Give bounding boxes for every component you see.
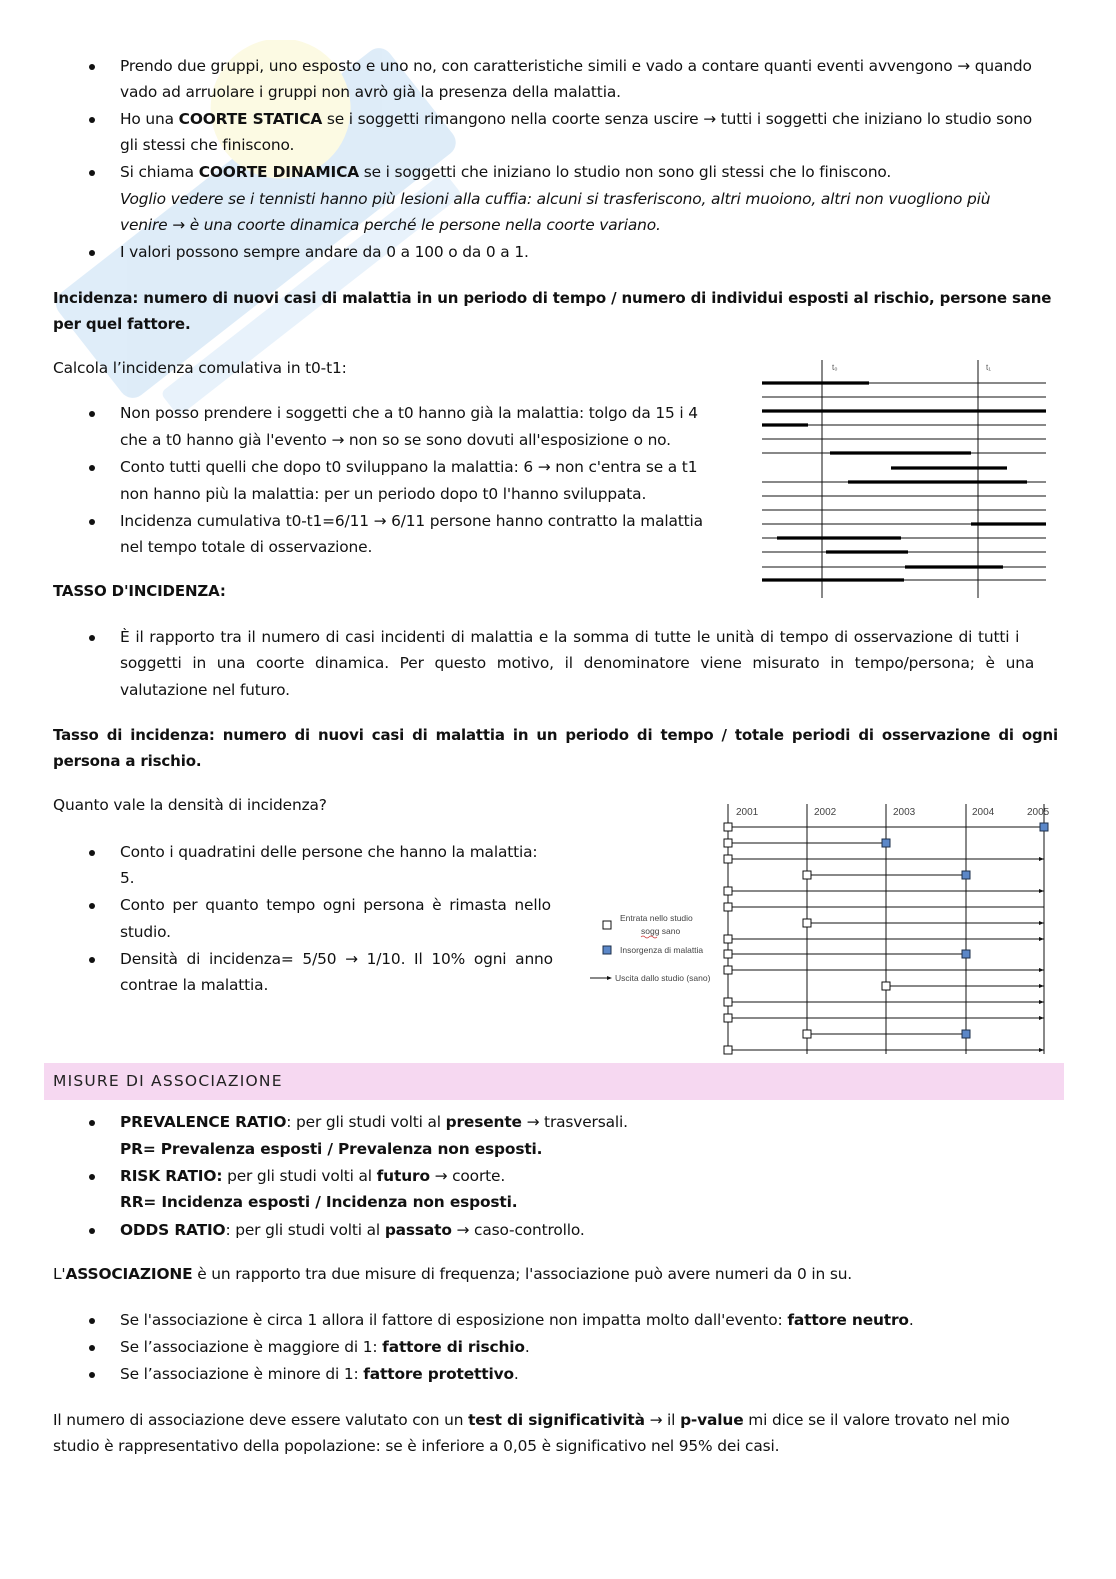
bullet-icon [89,250,95,256]
legend-exit-label: Uscita dallo studio (sano) [615,973,711,983]
densita-bullet-2-line1: Conto per quanto tempo ogni persona è rimasta nello [120,896,551,914]
bullet-icon [89,1228,95,1234]
legend-disease-icon [603,946,611,954]
bullet-icon [89,635,95,641]
coorte-bullet-3-line1: Si chiama COORTE DINAMICA se i soggetti che iniziano lo studio non sono gli stessi che lo finiscono. [120,163,892,181]
tasso-definition-line2: persona a rischio. [53,752,202,770]
densita-bullet-1-line1: Conto i quadratini delle persone che hanno la malattia: [120,843,538,861]
calcola-bullet-3-line1: Incidenza cumulativa t0-t1=6/11 → 6/11 persone hanno contratto la malattia [120,512,703,530]
odds-ratio-line: ODDS RATIO: per gli studi volti al passato → caso-controllo. [120,1221,585,1239]
year-2003-label: 2003 [893,807,916,818]
calcola-bullet-2-line1: Conto tutti quelli che dopo t0 sviluppano la malattia: 6 → non c'entra se a t1 [120,458,698,476]
incidence-timeline-chart [755,355,1055,605]
densita-bullet-1-line2: 5. [120,869,135,887]
calcola-intro: Calcola l’incidenza comulativa in t0-t1: [53,359,347,377]
legend-entry-label2: sogg sano [641,926,681,936]
tasso-definition-line1: Tasso di incidenza: numero di nuovi casi di malattia in un periodo di tempo / totale periodi di osservazione di ogni [53,726,1059,744]
densita-bullet-2-line2: studio. [120,923,171,941]
tasso-bullet-line1: È il rapporto tra il numero di casi incidenti di malattia e la somma di tutte le unità di tempo di osservazione di tutti i [120,628,1020,646]
t0-label: t₀ [832,363,838,372]
bullet-icon [89,1120,95,1126]
coorte-bullet-1-line2: vado ad arruolare i gruppi non avrò già la presenza della malattia. [120,83,621,101]
year-2005-label: 2005 [1027,807,1050,818]
associazione-paragraph: L'ASSOCIAZIONE è un rapporto tra due misure di frequenza; l'associazione può avere numeri da 0 in su. [53,1265,853,1283]
calcola-bullet-2-line2: non hanno più la malattia: per un periodo dopo t0 l'hanno sviluppata. [120,485,647,503]
calcola-bullet-1-line2: che a t0 hanno già l'evento → non so se sono dovuti all'esposizione o no. [120,431,671,449]
significativita-line2: studio è rappresentativo della popolazione: se è inferiore a 0,05 è significativo nel 95% dei casi. [53,1437,780,1455]
significativita-line1: Il numero di associazione deve essere valutato con un test di significatività → il p-value mi dice se il valore trovato nel mio [53,1411,1010,1429]
bullet-icon [89,1345,95,1351]
t1-label: t₁ [986,363,991,372]
legend-entry-label: Entrata nello studio [620,913,693,923]
legend-entry-icon [603,921,611,929]
tasso-heading: TASSO D'INCIDENZA: [53,582,226,600]
bullet-icon [89,1372,95,1378]
bullet-icon [89,903,95,909]
associazione-bullet-1: Se l'associazione è circa 1 allora il fattore di esposizione non impatta molto dall'evento: fattore neutro. [120,1311,914,1329]
risk-ratio-formula: RR= Incidenza esposti / Incidenza non esposti. [120,1193,518,1211]
calcola-bullet-3-line2: nel tempo totale di osservazione. [120,538,373,556]
tasso-bullet-line3: valutazione nel futuro. [120,681,290,699]
coorte-example-line1: Voglio vedere se i tennisti hanno più lesioni alla cuffia: alcuni si trasferiscono, altri muoiono, altri non vuogliono più [120,190,991,208]
bullet-icon [89,957,95,963]
incidenza-definition-line2: per quel fattore. [53,315,191,333]
coorte-bullet-2-line2: gli stessi che finiscono. [120,136,295,154]
coorte-example-line2: venire → è una coorte dinamica perché le persone nella coorte variano. [120,216,661,234]
year-2004-label: 2004 [972,807,995,818]
year-2001-label: 2001 [736,807,759,818]
section-title: MISURE DI ASSOCIAZIONE [53,1072,283,1090]
prevalence-ratio-line: PREVALENCE RATIO: per gli studi volti al presente → trasversali. [120,1113,628,1131]
bullet-icon [89,411,95,417]
bullet-icon [89,465,95,471]
bullet-icon [89,1174,95,1180]
incidenza-definition-line1: Incidenza: numero di nuovi casi di malattia in un periodo di tempo / numero di individui esposti al rischio, persone sane [53,289,1052,307]
legend-disease-label: Insorgenza di malattia [620,945,704,955]
associazione-bullet-3: Se l’associazione è minore di 1: fattore protettivo. [120,1365,519,1383]
densita-question: Quanto vale la densità di incidenza? [53,796,327,814]
coorte-bullet-1-line1: Prendo due gruppi, uno esposto e uno no, con caratteristiche simili e vado a contare quanti eventi avvengono → quando [120,57,1032,75]
densita-bullet-3-line2: contrae la malattia. [120,976,269,994]
coorte-dinamica-term: COORTE DINAMICA [198,163,359,181]
coorte-bullet-2-line1: Ho una COORTE STATICA se i soggetti rimangono nella coorte senza uscire → tutti i soggetti che iniziano lo studio sono [120,110,1033,128]
coorte-statica-term: COORTE STATICA [178,110,323,128]
bullet-icon [89,64,95,70]
bullet-icon [89,1318,95,1324]
associazione-bullet-2: Se l’associazione è maggiore di 1: fattore di rischio. [120,1338,530,1356]
bullet-icon [89,519,95,525]
bullet-icon [89,170,95,176]
bullet-icon [89,850,95,856]
bullet-icon [89,117,95,123]
year-2002-label: 2002 [814,807,837,818]
calcola-bullet-1-line1: Non posso prendere i soggetti che a t0 hanno già la malattia: tolgo da 15 i 4 [120,404,698,422]
risk-ratio-line: RISK RATIO: per gli studi volti al futuro → coorte. [120,1167,506,1185]
densita-bullet-3-line1: Densità di incidenza= 5/50 → 1/10. Il 10% ogni anno [120,950,553,968]
prevalence-ratio-formula: PR= Prevalenza esposti / Prevalenza non esposti. [120,1140,543,1158]
tasso-bullet-line2: soggetti in una coorte dinamica. Per questo motivo, il denominatore viene misurato in tempo/persona; è una [120,654,1035,672]
density-timeline-chart [585,795,1060,1060]
coorte-bullet-4: I valori possono sempre andare da 0 a 100 o da 0 a 1. [120,243,529,261]
